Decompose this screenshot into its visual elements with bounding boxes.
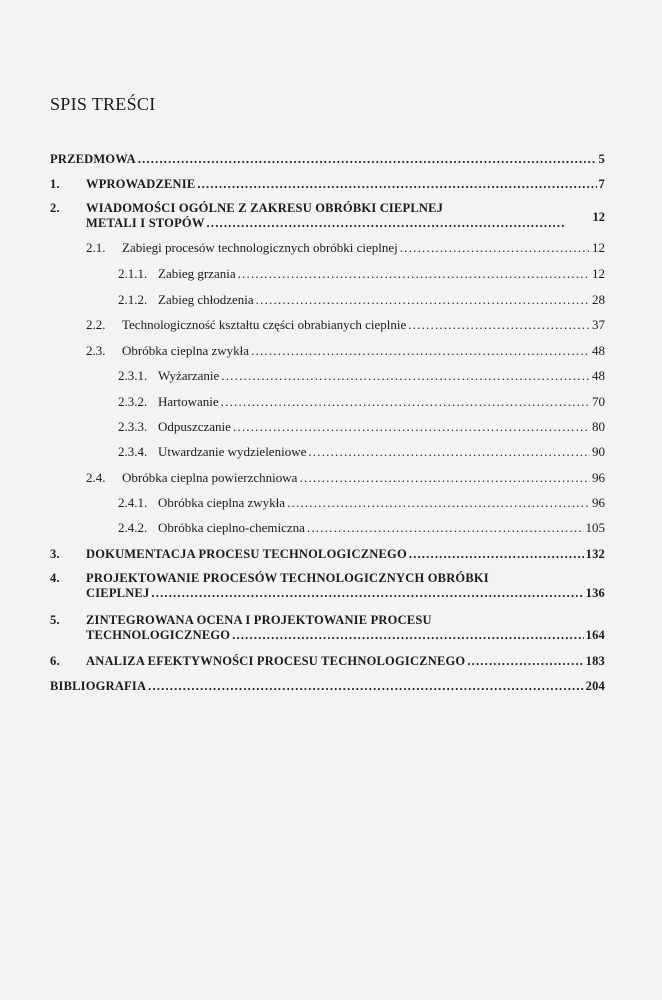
toc-page-number: 96 — [592, 495, 605, 510]
toc-entry-6 — [50, 653, 605, 669]
toc-entry-number: 2.1.1. — [118, 266, 148, 281]
dot-leader — [409, 546, 584, 562]
toc-entry-2-3-2 — [118, 394, 605, 410]
toc-entry-text: CIEPLNEJ — [86, 586, 150, 600]
toc-entry-text: DOKUMENTACJA PROCESU TECHNOLOGICZNEGO — [86, 547, 407, 561]
toc-page-number: 28 — [592, 292, 605, 307]
dot-leader — [238, 266, 590, 282]
toc-entry-5 — [50, 613, 605, 645]
toc-entry-2-2 — [86, 317, 605, 333]
toc-entry-line2 — [86, 216, 566, 231]
toc-entry-line1 — [50, 201, 443, 216]
dot-leader — [197, 176, 596, 192]
toc-entry-text: Zabieg grzania — [158, 266, 236, 281]
toc-entry-1 — [50, 176, 605, 192]
toc-entry-4 — [50, 571, 605, 603]
toc-entry-2-4-2 — [118, 520, 605, 536]
toc-page-number: 136 — [585, 586, 605, 600]
toc-entry-2-3-1 — [118, 368, 605, 384]
toc-page-number: 183 — [585, 654, 605, 668]
toc-entry-number: 6. — [50, 654, 60, 668]
toc-page-number: 12 — [592, 240, 605, 255]
dot-leader — [138, 151, 597, 167]
toc-entry-number: 4. — [50, 571, 60, 585]
toc-entry-number: 2.3. — [86, 343, 106, 358]
dot-leader — [467, 653, 583, 669]
toc-entry-text: Odpuszczanie — [158, 419, 231, 434]
toc-entry-text: BIBLIOGRAFIA — [50, 679, 147, 693]
dot-leader — [299, 470, 590, 486]
toc-entry-line2 — [86, 586, 605, 601]
dot-leader — [221, 368, 590, 384]
toc-entry-number: 2. — [50, 201, 60, 215]
toc-page-number: 96 — [592, 470, 605, 485]
toc-page-number: 48 — [592, 368, 605, 383]
toc-page-number: 5 — [598, 152, 605, 166]
toc-entry-text: PRZEDMOWA — [50, 152, 136, 166]
toc-entry-3 — [50, 546, 605, 562]
toc-entry-text: Technologiczność kształtu części obrabianych cieplnie — [122, 317, 407, 332]
toc-entry-text: Obróbka cieplna zwykła — [122, 343, 250, 358]
toc-entry-2-3-4 — [118, 444, 605, 460]
toc-entry-2-3 — [86, 343, 605, 359]
toc-entry-2-4-1 — [118, 495, 605, 511]
toc-entry-text: WIADOMOŚCI OGÓLNE Z ZAKRESU OBRÓBKI CIEPLNEJ — [86, 201, 444, 215]
dot-leader — [232, 628, 583, 643]
toc-page-number: 37 — [592, 317, 605, 332]
toc-entry-number: 2.3.3. — [118, 419, 148, 434]
toc-page-number: 12 — [592, 266, 605, 281]
toc-entry-text: Utwardzanie wydzieleniowe — [158, 444, 307, 459]
dot-leader — [221, 394, 590, 410]
toc-entry-przedmowa — [50, 151, 605, 167]
toc-entry-2-4 — [86, 470, 605, 486]
toc-entry-text: METALI I STOPÓW — [86, 216, 205, 230]
toc-page-number: 204 — [585, 679, 605, 693]
toc-entry-bibliografia — [50, 678, 605, 694]
toc-entry-number: 5. — [50, 613, 60, 627]
toc-entry-number: 2.4.2. — [118, 520, 148, 535]
toc-page-number: 12 — [592, 210, 605, 224]
toc-entry-text: Obróbka cieplno-chemiczna — [158, 520, 305, 535]
toc-entry-number: 2.1.2. — [118, 292, 148, 307]
toc-entry-text: ANALIZA EFEKTYWNOŚCI PROCESU TECHNOLOGICZNEGO — [86, 654, 466, 668]
toc-page-number: 132 — [585, 547, 605, 561]
dot-leader — [207, 216, 564, 231]
toc-entry-text: Zabieg chłodzenia — [158, 292, 254, 307]
toc-page-number: 164 — [585, 628, 605, 642]
toc-entry-number: 2.3.2. — [118, 394, 148, 409]
toc-entry-2 — [50, 201, 605, 233]
dot-leader — [408, 317, 590, 333]
toc-entry-line1 — [50, 571, 489, 586]
toc-entry-number: 2.4. — [86, 470, 106, 485]
toc-entry-number: 2.1. — [86, 240, 106, 255]
toc-entry-number: 2.3.1. — [118, 368, 148, 383]
toc-entry-number: 2.2. — [86, 317, 106, 332]
toc-page-number: 90 — [592, 444, 605, 459]
dot-leader — [287, 495, 590, 511]
dot-leader — [400, 240, 590, 256]
toc-page-number: 80 — [592, 419, 605, 434]
toc-entry-text: Obróbka cieplna zwykła — [158, 495, 286, 510]
toc-page-number: 48 — [592, 343, 605, 358]
toc-entry-text: Wyżarzanie — [158, 368, 220, 383]
dot-leader — [233, 419, 590, 435]
dot-leader — [307, 520, 584, 536]
dot-leader — [148, 678, 583, 694]
toc-entry-2-1 — [86, 240, 605, 256]
toc-page-number: 7 — [598, 177, 605, 191]
toc-entry-2-3-3 — [118, 419, 605, 435]
toc-page-number: 70 — [592, 394, 605, 409]
toc-entry-text: Obróbka cieplna powierzchniowa — [122, 470, 298, 485]
toc-entry-text: WPROWADZENIE — [86, 177, 196, 191]
toc-entry-2-1-1 — [118, 266, 605, 282]
toc-entry-number: 2.4.1. — [118, 495, 148, 510]
toc-page-number: 105 — [585, 520, 605, 535]
page-title: SPIS TREŚCI — [50, 94, 156, 114]
toc-entry-number: 3. — [50, 547, 60, 561]
toc-entry-text: Zabiegi procesów technologicznych obróbki cieplnej — [122, 240, 398, 255]
dot-leader — [151, 586, 583, 601]
toc-entry-text: ZINTEGROWANA OCENA I PROJEKTOWANIE PROCESU — [86, 613, 432, 627]
toc-entry-text: Hartowanie — [158, 394, 219, 409]
dot-leader — [308, 444, 590, 460]
toc-entry-line2 — [86, 628, 605, 643]
toc-entry-number: 2.3.4. — [118, 444, 148, 459]
toc-entry-text: PROJEKTOWANIE PROCESÓW TECHNOLOGICZNYCH OBRÓBKI — [86, 571, 489, 585]
dot-leader — [251, 343, 590, 359]
toc-entry-line1 — [50, 613, 432, 628]
toc-entry-text: TECHNOLOGICZNEGO — [86, 628, 231, 642]
dot-leader — [256, 292, 590, 308]
toc-entry-number: 1. — [50, 177, 60, 191]
toc-entry-2-1-2 — [118, 292, 605, 308]
